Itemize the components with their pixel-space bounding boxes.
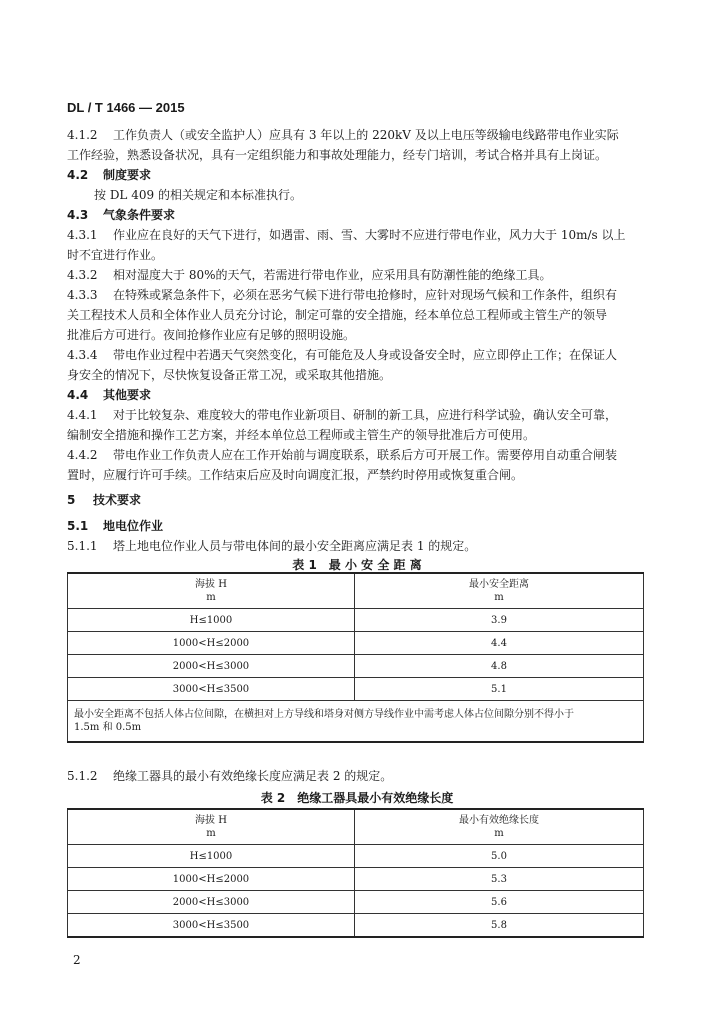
table-row (68, 845, 644, 868)
clause-text: 按 DL 409 的相关规定和本标准执行。 (94, 188, 302, 202)
table-row (68, 868, 644, 891)
section-heading-5 (67, 492, 647, 508)
section-title: 技术要求 (93, 493, 142, 507)
table-cell-altitude: 2000<H≤3000 (68, 655, 355, 678)
table-cell-altitude: H≤1000 (68, 845, 355, 868)
clause-text: 置时，应履行许可手续。工作结束后应及时向调度汇报，严禁约时停用或恢复重合闸。 (67, 468, 524, 482)
clause-4-3-4-line1 (67, 347, 647, 363)
table-col-header (355, 573, 644, 609)
table-cell-value: 5.6 (355, 891, 644, 914)
clause-text: 编制安全措施和操作工艺方案，并经本单位总工程师或主管生产的领导批准后方可使用。 (67, 428, 536, 442)
col-header-label: 海拔 H (195, 579, 227, 590)
table-col-header (68, 573, 355, 609)
clause-number: 4.4.2 (67, 448, 98, 462)
table-row (68, 678, 644, 701)
table-col-header (355, 809, 644, 845)
table-row (68, 891, 644, 914)
section-heading-4-4 (67, 387, 647, 403)
clause-text: 作业应在良好的天气下进行，如遇雷、雨、雪、大雾时不应进行带电作业，风力大于 10m/s 以上 (113, 228, 626, 242)
clause-text: 身安全的情况下，尽快恢复设备正常工况，或采取其他措施。 (67, 368, 392, 382)
table-note-line1: 最小安全距离不包括人体占位间隙，在横担对上方导线和塔身对侧方导线作业中需考虑人体占位间隙分别不得小于 (74, 709, 574, 720)
clause-text: 关工程技术人员和全体作业人员充分讨论，制定可靠的安全措施，经本单位总工程师或主管生产的领导 (67, 308, 608, 322)
table-cell-altitude: 3000<H≤3500 (68, 914, 355, 938)
table-note-line2: 1.5m 和 0.5m (74, 722, 142, 733)
clause-text: 批准后方可进行。夜间抢修作业应有足够的照明设施。 (67, 328, 356, 342)
paragraph-4-2 (94, 187, 674, 203)
clause-number: 5.1.2 (67, 769, 98, 783)
section-heading-5-1 (67, 518, 647, 534)
clause-text: 带电作业工作负责人应在工作开始前与调度联系，联系后方可开展工作。需要停用自动重合闸装 (113, 448, 618, 462)
section-number: 5 (67, 493, 76, 507)
col-header-label: 海拔 H (195, 815, 227, 826)
table-cell-altitude: 3000<H≤3500 (68, 678, 355, 701)
clause-5-1-2 (67, 768, 647, 784)
col-header-unit: m (494, 828, 504, 839)
col-header-unit: m (206, 828, 216, 839)
clause-number: 4.3.2 (67, 268, 98, 282)
col-header-label: 最小有效绝缘长度 (459, 815, 539, 826)
table2-min-insulation-length (67, 808, 644, 938)
table-cell-altitude: H≤1000 (68, 609, 355, 632)
table-cell-value: 5.8 (355, 914, 644, 938)
table-cell-value: 5.0 (355, 845, 644, 868)
section-number: 5.1 (67, 519, 89, 533)
clause-4-4-2-line2 (67, 467, 647, 483)
clause-4-4-1-line1 (67, 407, 647, 423)
document-header-id: DL / T 1466 — 2015 (67, 100, 185, 115)
table-row (68, 914, 644, 938)
section-heading-4-2 (67, 167, 647, 183)
clause-number: 4.3.3 (67, 288, 98, 302)
table-header-row (68, 809, 644, 845)
clause-number: 4.3.4 (67, 348, 98, 362)
clause-4-3-1-line2 (67, 247, 647, 263)
table-cell-value: 5.1 (355, 678, 644, 701)
table-cell-value: 4.4 (355, 632, 644, 655)
table1-caption: 表 1 最 小 安 全 距 离 (292, 558, 422, 572)
clause-number: 5.1.1 (67, 539, 98, 553)
section-title: 制度要求 (103, 168, 152, 182)
table-cell-value: 3.9 (355, 609, 644, 632)
clause-number: 4.4.1 (67, 408, 98, 422)
section-number: 4.3 (67, 208, 89, 222)
clause-4-1-2-line1 (67, 127, 647, 143)
col-header-label: 最小安全距离 (469, 579, 529, 590)
col-header-unit: m (494, 592, 504, 603)
clause-4-1-2-line2 (67, 147, 647, 163)
section-title: 气象条件要求 (103, 208, 176, 222)
clause-4-3-3-line3 (67, 327, 647, 343)
section-number: 4.4 (67, 388, 89, 402)
table-col-header (68, 809, 355, 845)
table-header-row (68, 573, 644, 609)
section-title: 地电位作业 (103, 519, 164, 533)
clause-text: 带电作业过程中若遇天气突然变化，有可能危及人身或设备安全时，应立即停止工作；在保证人 (113, 348, 618, 362)
clause-4-3-3-line1 (67, 287, 647, 303)
clause-5-1-1 (67, 538, 647, 554)
clause-4-3-4-line2 (67, 367, 647, 383)
clause-4-4-1-line2 (67, 427, 647, 443)
section-number: 4.2 (67, 168, 89, 182)
table-cell-altitude: 1000<H≤2000 (68, 868, 355, 891)
clause-text: 塔上地电位作业人员与带电体间的最小安全距离应满足表 1 的规定。 (113, 539, 477, 553)
table-note-row (68, 701, 644, 743)
clause-text: 对于比较复杂、难度较大的带电作业新项目、研制的新工具，应进行科学试验，确认安全可靠， (113, 408, 618, 422)
col-header-unit: m (206, 592, 216, 603)
clause-text: 工作负责人（或安全监护人）应具有 3 年以上的 220kV 及以上电压等级输电线路带电作业实际 (113, 128, 619, 142)
table-cell-value: 5.3 (355, 868, 644, 891)
table-cell-value: 4.8 (355, 655, 644, 678)
section-title: 其他要求 (103, 388, 152, 402)
page-number: 2 (73, 953, 81, 967)
clause-4-3-1-line1 (67, 227, 647, 243)
table-cell-altitude: 1000<H≤2000 (68, 632, 355, 655)
clause-text: 时不宜进行作业。 (67, 248, 164, 262)
clause-text: 绝缘工器具的最小有效绝缘长度应满足表 2 的规定。 (113, 769, 393, 783)
clause-number: 4.3.1 (67, 228, 98, 242)
clause-text: 相对湿度大于 80%的天气，若需进行带电作业，应采用具有防潮性能的绝缘工具。 (113, 268, 552, 282)
clause-text: 工作经验，熟悉设备状况，具有一定组织能力和事故处理能力，经专门培训，考试合格并具有上岗证。 (67, 148, 608, 162)
table2-caption: 表 2 绝缘工器具最小有效绝缘长度 (260, 791, 454, 805)
table1-min-safety-distance (67, 572, 644, 743)
table-row (68, 609, 644, 632)
clause-text: 在特殊或紧急条件下，必须在恶劣气候下进行带电抢修时，应针对现场气候和工作条件，组织有 (113, 288, 618, 302)
table-cell-altitude: 2000<H≤3000 (68, 891, 355, 914)
table-note (68, 701, 644, 743)
clause-4-3-3-line2 (67, 307, 647, 323)
clause-4-4-2-line1 (67, 447, 647, 463)
clause-4-3-2 (67, 267, 647, 283)
clause-number: 4.1.2 (67, 128, 98, 142)
section-heading-4-3 (67, 207, 647, 223)
table-row (68, 632, 644, 655)
table-row (68, 655, 644, 678)
